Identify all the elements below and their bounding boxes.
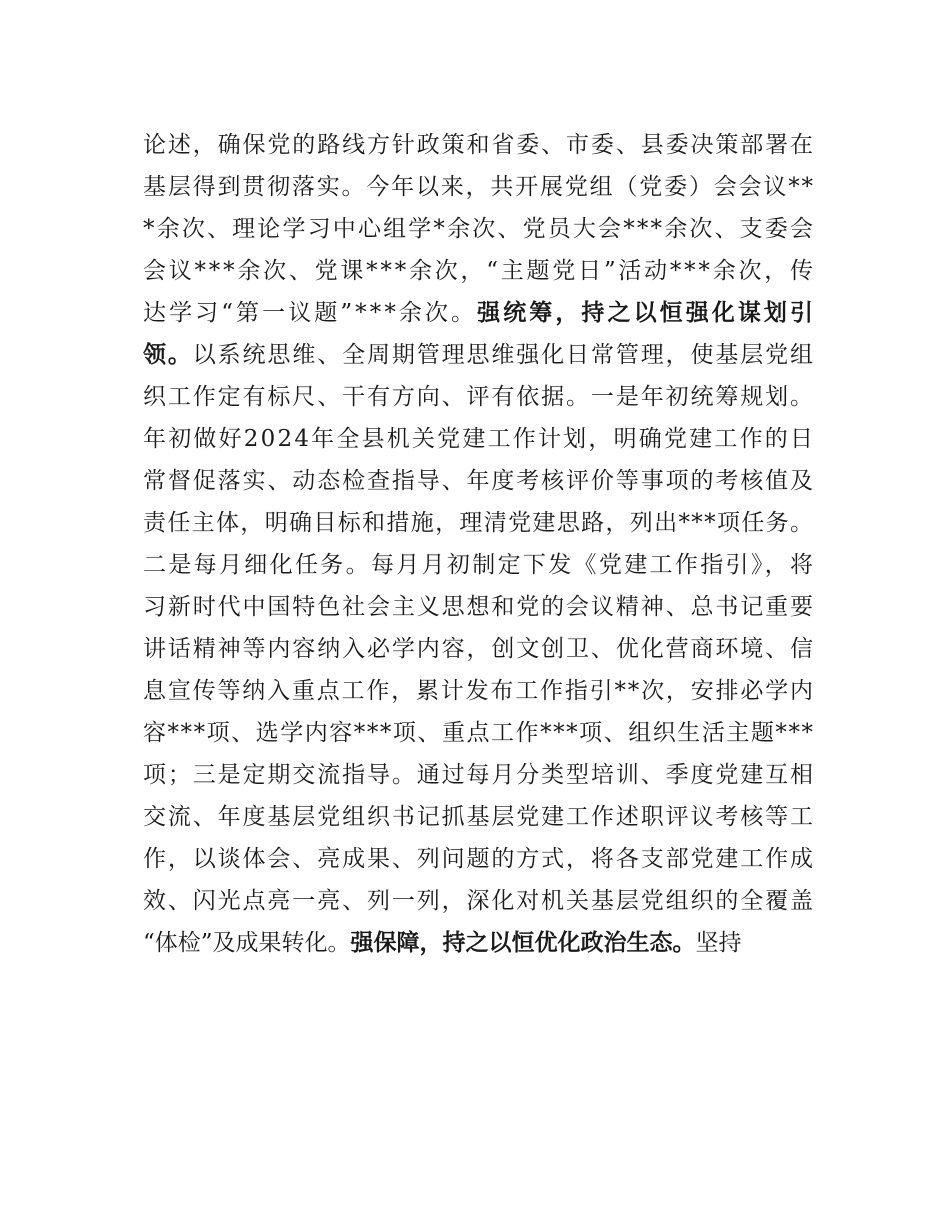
text-line-11 [143, 544, 816, 586]
text-line-1 [143, 124, 813, 166]
text-line-12 [143, 586, 813, 628]
line-text: 二是每月细化任务。每月月初制定下发《党建工作指引》，将 [143, 552, 816, 578]
text-line-15 [143, 712, 813, 754]
text-line-18 [143, 838, 813, 880]
text-line-10 [143, 502, 813, 544]
text-line-4 [143, 250, 816, 292]
text-line-3 [143, 208, 816, 250]
bold-heading: 强统筹，持之以恒强化谋划引 [477, 300, 817, 326]
text-line-17 [143, 796, 813, 838]
line-text: 坚持 [695, 930, 742, 956]
line-text: *余次、理论学习中心组学*余次、党员大会***余次、支委会 [143, 216, 816, 242]
text-line-19 [143, 880, 813, 922]
line-text: 交流、年度基层党组织书记抓基层党建工作述职评议考核等工 [143, 804, 815, 830]
line-text: “体检”及成果转化。 [143, 930, 351, 956]
text-line-6 [143, 334, 813, 376]
line-text: 责任主体，明确目标和措施，理清党建思路，列出***项任务。 [143, 510, 815, 536]
line-text: 效、闪光点亮一亮、列一列，深化对机关基层党组织的全覆盖 [143, 888, 815, 914]
text-line-20 [143, 922, 813, 964]
line-text: 达学习“第一议题”***余次。 [143, 300, 478, 326]
line-text: 作，以谈体会、亮成果、列问题的方式，将各支部党建工作成 [143, 846, 815, 872]
text-line-13 [143, 628, 813, 670]
text-line-5 [143, 292, 817, 334]
line-text: 项；三是定期交流指导。通过每月分类型培训、季度党建互相 [143, 762, 815, 788]
line-text: 息宣传等纳入重点工作，累计发布工作指引**次，安排必学内 [143, 678, 815, 704]
line-text: 讲话精神等内容纳入必学内容，创文创卫、优化营商环境、信 [143, 636, 815, 662]
text-line-9 [143, 460, 813, 502]
text-line-2 [143, 166, 813, 208]
text-line-8 [143, 418, 816, 460]
line-text: 会议***余次、党课***余次，“主题党日”活动***余次，传 [143, 258, 816, 284]
line-text: 论述，确保党的路线方针政策和省委、市委、县委决策部署在 [143, 132, 815, 158]
text-line-14 [143, 670, 813, 712]
bold-heading: 领。 [143, 342, 193, 368]
line-text: 织工作定有标尺、干有方向、评有依据。一是年初统筹规划。 [143, 384, 815, 410]
line-text: 基层得到贯彻落实。今年以来，共开展党组（党委）会会议** [143, 174, 815, 200]
line-text: 常督促落实、动态检查指导、年度考核评价等事项的考核值及 [143, 468, 815, 494]
body-text [143, 124, 817, 964]
line-text: 习新时代中国特色社会主义思想和党的会议精神、总书记重要 [143, 594, 815, 620]
line-text: 容***项、选学内容***项、重点工作***项、组织生活主题*** [143, 720, 815, 746]
text-line-16 [143, 754, 813, 796]
line-text: 以系统思维、全周期管理思维强化日常管理，使基层党组 [192, 342, 815, 368]
bold-heading: 强保障，持之以恒优化政治生态。 [350, 930, 696, 956]
line-text: 年初做好2024年全县机关党建工作计划，明确党建工作的日 [143, 426, 816, 452]
text-line-7 [143, 376, 813, 418]
